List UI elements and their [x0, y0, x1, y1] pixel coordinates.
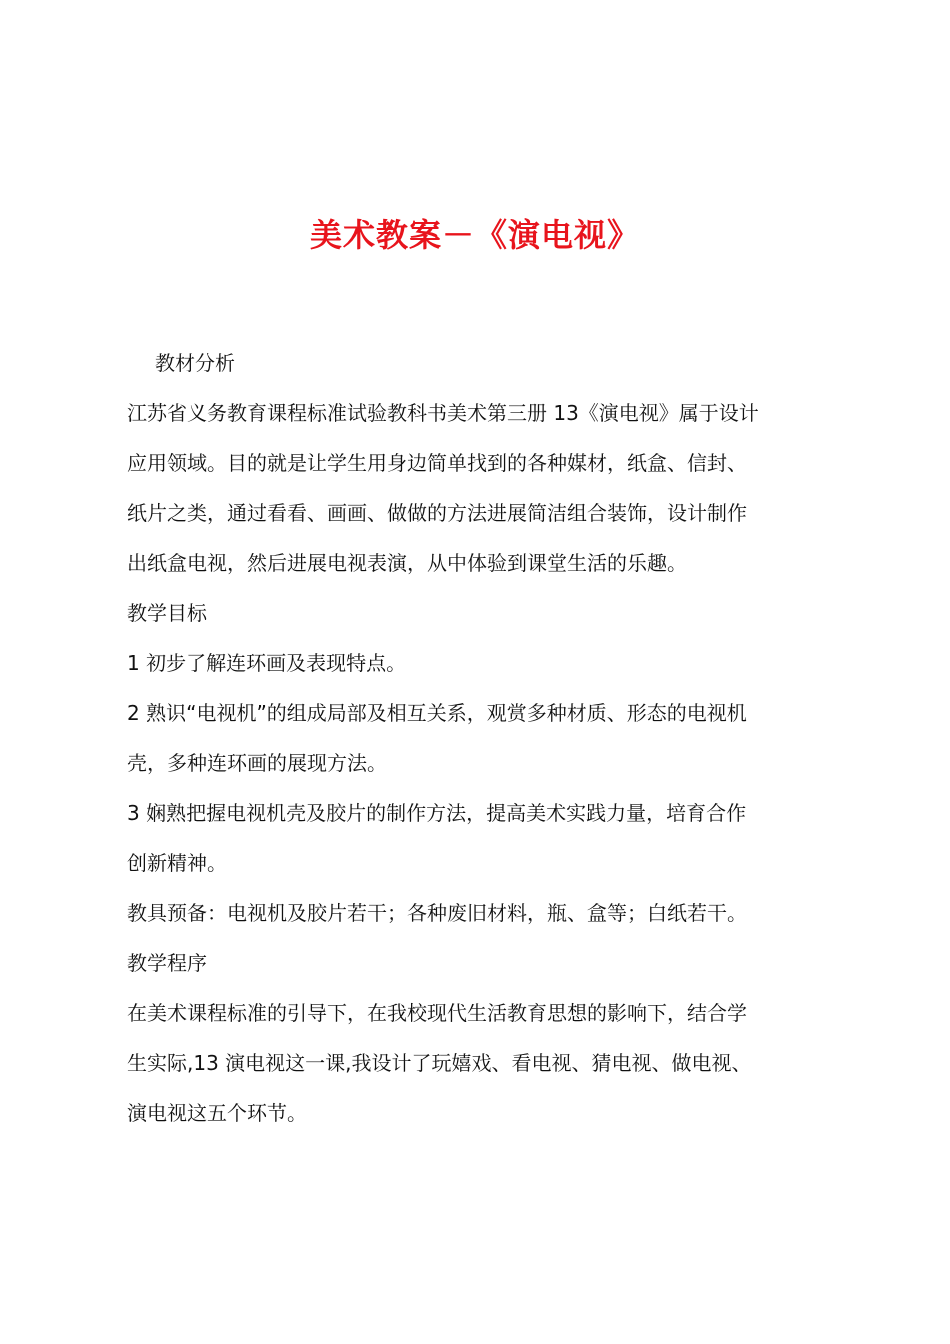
section-heading-textbook-analysis: 教材分析 [155, 351, 235, 375]
paragraph-line: 生实际,13 演电视这一课,我设计了玩嬉戏、看电视、猜电视、做电视、 [127, 1051, 752, 1075]
goal-item-3: 3 娴熟把握电视机壳及胶片的制作方法，提高美术实践力量，培育合作 [127, 801, 747, 825]
paragraph-line: 应用领域。目的就是让学生用身边简单找到的各种媒材，纸盒、信封、 [127, 451, 747, 475]
section-heading-teaching-procedure: 教学程序 [127, 951, 207, 975]
paragraph-line: 在美术课程标准的引导下，在我校现代生活教育思想的影响下，结合学 [127, 1001, 747, 1025]
goal-item-2-continued: 壳，多种连环画的展现方法。 [127, 751, 387, 775]
paragraph-line: 纸片之类，通过看看、画画、做做的方法进展简洁组合装饰，设计制作 [127, 501, 747, 525]
goal-item-3-continued: 创新精神。 [127, 851, 227, 875]
paragraph-line: 江苏省义务教育课程标准试验教科书美术第三册 13《演电视》属于设计 [127, 401, 759, 425]
goal-item-1: 1 初步了解连环画及表现特点。 [127, 651, 407, 675]
paragraph-line: 演电视这五个环节。 [127, 1101, 307, 1125]
goal-item-2: 2 熟识“电视机”的组成局部及相互关系，观赏多种材质、形态的电视机 [127, 701, 747, 725]
teaching-materials-line: 教具预备：电视机及胶片若干；各种废旧材料，瓶、盒等；白纸若干。 [127, 901, 747, 925]
document-title: 美术教案－《演电视》 [309, 216, 640, 254]
section-heading-teaching-goals: 教学目标 [127, 601, 207, 625]
document-body [127, 338, 837, 1138]
paragraph-line: 出纸盒电视，然后进展电视表演，从中体验到课堂生活的乐趣。 [127, 551, 687, 575]
